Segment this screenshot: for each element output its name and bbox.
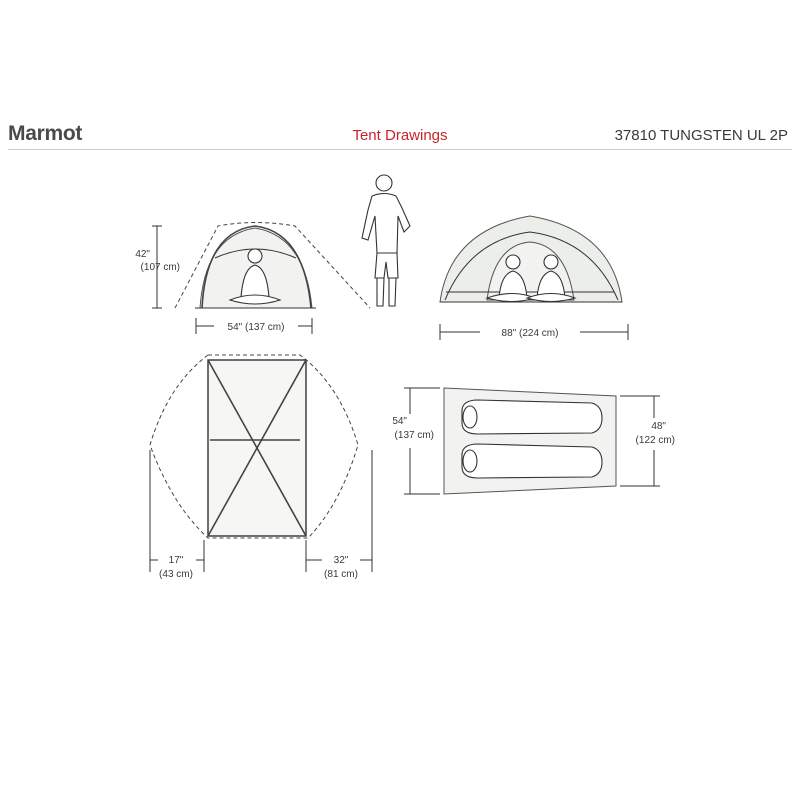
vestibule-right-cm-label: (81 cm) bbox=[324, 569, 358, 580]
page-title: Tent Drawings bbox=[352, 127, 448, 144]
height-in-label: 42" bbox=[135, 249, 150, 260]
end-width-label: 54" (137 cm) bbox=[227, 322, 285, 333]
floor-foot-cm-label: (122 cm) bbox=[635, 435, 675, 446]
vestibule-right-in-label: 32" bbox=[333, 555, 349, 566]
floor-head-cm-label: (137 cm) bbox=[394, 430, 434, 441]
floor-foot-in-label: 48" bbox=[651, 421, 666, 432]
vestibule-left-cm-label: (43 cm) bbox=[159, 569, 193, 580]
floor-plan bbox=[392, 388, 675, 494]
vestibule-left-in-label: 17" bbox=[168, 555, 184, 566]
model-name: 37810 TUNGSTEN UL 2P bbox=[614, 127, 788, 144]
top-view bbox=[150, 355, 372, 580]
end-view bbox=[135, 223, 370, 335]
side-view bbox=[440, 216, 628, 340]
side-length-label: 88" (224 cm) bbox=[501, 328, 559, 339]
brand-logo: Marmot bbox=[8, 122, 83, 145]
floor-head-in-label: 54" bbox=[392, 416, 407, 427]
sleeping-bag-bottom-icon bbox=[462, 444, 602, 478]
standing-person-icon bbox=[362, 175, 410, 306]
sleeping-bag-top-icon bbox=[462, 400, 602, 434]
height-cm-label: (107 cm) bbox=[140, 262, 180, 273]
